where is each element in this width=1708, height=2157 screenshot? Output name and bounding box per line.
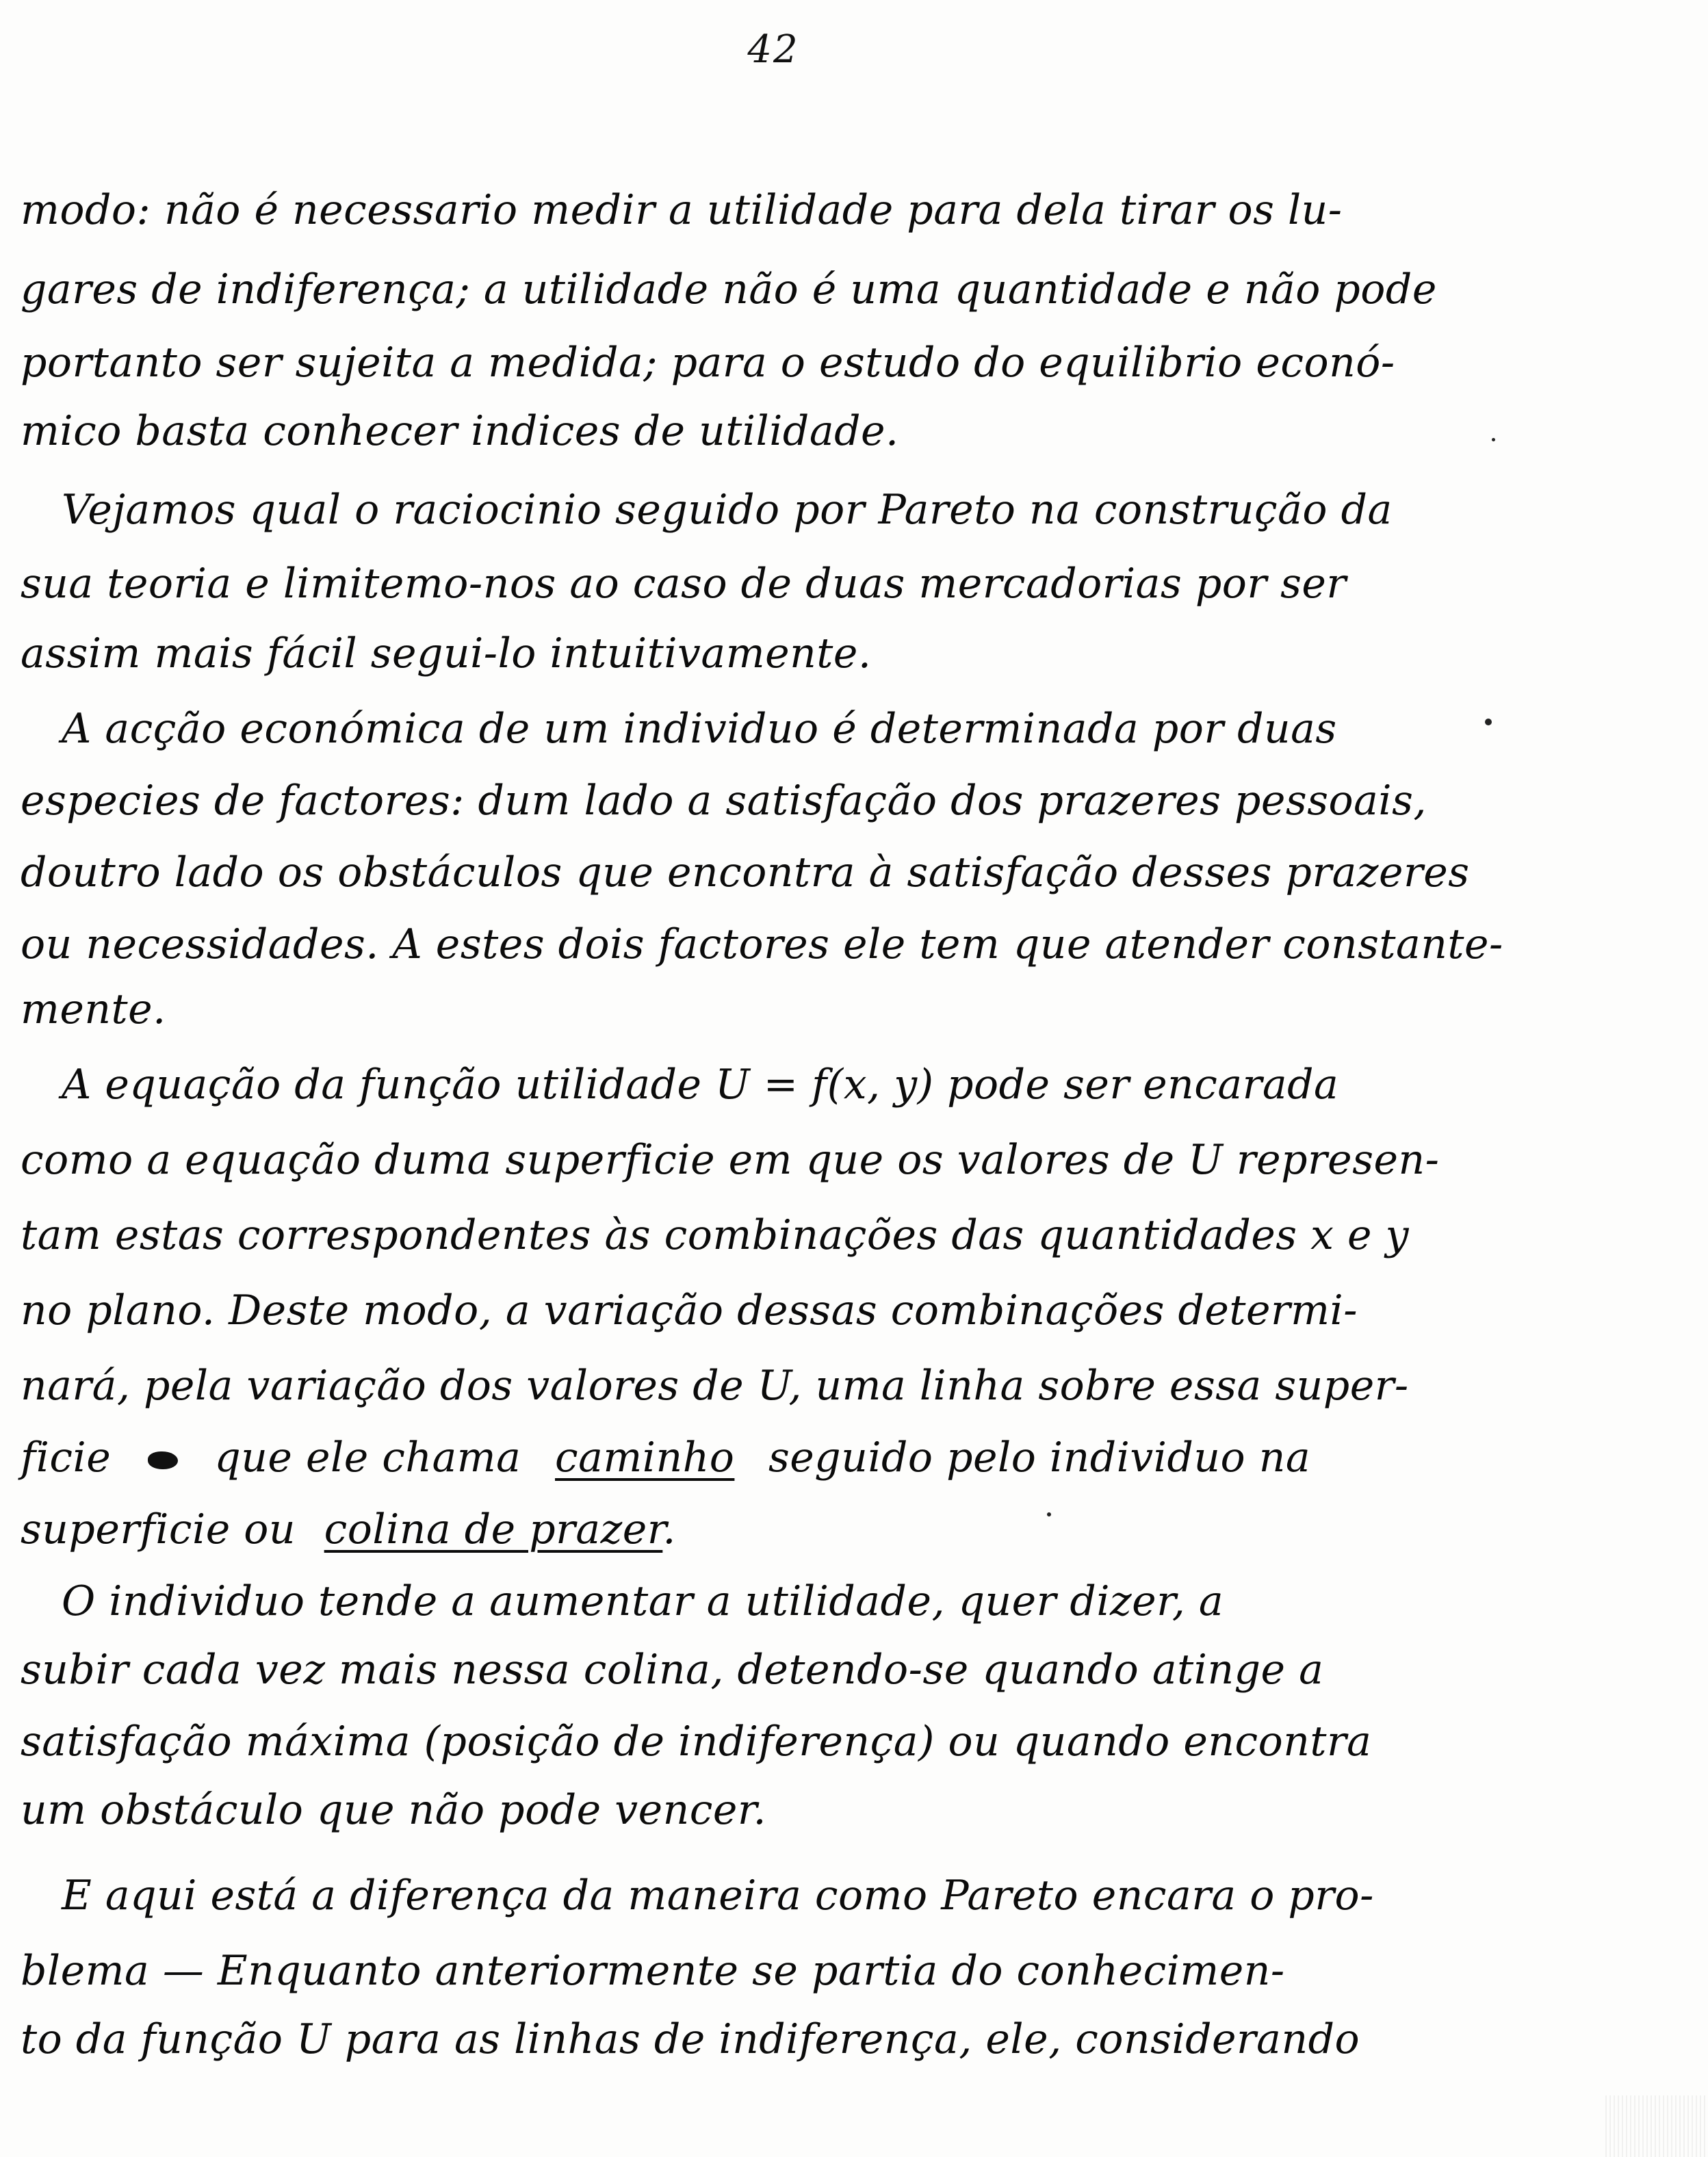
text-line-18 — [21, 1427, 1471, 1488]
text-line-15: tam estas correspondentes às combinações das quantidades x e y — [21, 1211, 1410, 1259]
ink-blot — [148, 1451, 178, 1469]
text-segment: seguido pelo individuo na — [768, 1434, 1311, 1482]
text-line-19 — [21, 1499, 1471, 1560]
text-line-8: A acção económica de um individuo é determinada por duas — [62, 705, 1337, 753]
text-line-17: nará, pela variação dos valores de U, uma linha sobre essa super- — [21, 1362, 1409, 1410]
text-line-16: no plano. Deste modo, a variação dessas combinações determi- — [21, 1287, 1358, 1334]
text-line-10: doutro lado os obstáculos que encontra à satisfação desses prazeres — [21, 849, 1470, 896]
text-line-21: subir cada vez mais nessa colina, detendo-se quando atinge a — [21, 1646, 1324, 1694]
underlined-term-caminho: caminho — [555, 1434, 735, 1482]
scan-speck — [1492, 438, 1495, 441]
text-line-26: to da função U para as linhas de indiferença, ele, considerando — [21, 2015, 1360, 2063]
text-segment: superficie ou — [21, 1506, 296, 1553]
text-line-22: satisfação máxima (posição de indiferença) ou quando encontra — [21, 1718, 1372, 1766]
page-number: 42 — [747, 27, 799, 72]
text-line-25: blema — Enquanto anteriormente se partia do conhecimen- — [21, 1947, 1285, 1995]
text-segment: ficie — [21, 1434, 112, 1482]
text-line-20: O individuo tende a aumentar a utilidade, quer dizer, a — [62, 1577, 1224, 1625]
text-segment: que ele chama — [214, 1434, 521, 1482]
text-line-2: gares de indiferença; a utilidade não é uma quantidade e não pode — [21, 266, 1437, 313]
text-line-9: especies de factores: dum lado a satisfação dos prazeres pessoais, — [21, 777, 1427, 825]
text-segment: . — [662, 1506, 676, 1553]
underlined-term-colina: colina de prazer — [324, 1506, 663, 1553]
text-line-4: mico basta conhecer indices de utilidade. — [21, 407, 899, 455]
scan-artifact — [1605, 2095, 1708, 2157]
text-line-13: A equação da função utilidade U = f(x, y) pode ser encarada — [62, 1061, 1339, 1109]
scan-speck — [1485, 719, 1492, 725]
text-line-11: ou necessidades. A estes dois factores ele tem que atender constante- — [21, 920, 1503, 968]
text-line-12: mente. — [21, 985, 166, 1033]
scan-speck — [1047, 1512, 1051, 1516]
text-line-3: portanto ser sujeita a medida; para o estudo do equilibrio econó- — [21, 339, 1395, 387]
text-line-1: modo: não é necessario medir a utilidade para dela tirar os lu- — [21, 186, 1343, 234]
text-line-23: um obstáculo que não pode vencer. — [21, 1786, 767, 1834]
text-line-7: assim mais fácil segui-lo intuitivamente. — [21, 630, 872, 677]
text-line-6: sua teoria e limitemo-nos ao caso de duas mercadorias por ser — [21, 560, 1347, 608]
text-line-14: como a equação duma superficie em que os valores de U represen- — [21, 1136, 1440, 1184]
text-line-5: Vejamos qual o raciocinio seguido por Pareto na construção da — [62, 486, 1393, 534]
text-line-24: E aqui está a diferença da maneira como Pareto encara o pro- — [62, 1872, 1374, 1920]
